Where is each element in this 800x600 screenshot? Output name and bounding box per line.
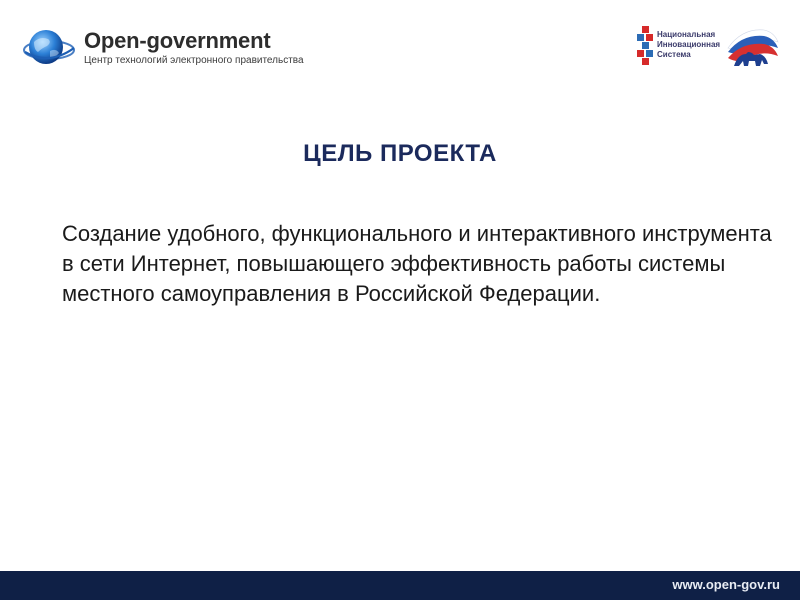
nis-line: Национальная: [657, 30, 716, 39]
page-title: ЦЕЛЬ ПРОЕКТА: [303, 140, 497, 167]
nis-logo: [637, 24, 721, 68]
bear-flag-icon: [724, 18, 780, 74]
footer-bar: [0, 571, 800, 600]
nis-line: Инновационная: [657, 40, 721, 49]
nis-puzzle-icon: [637, 26, 655, 66]
footer-url: www.open-gov.ru: [672, 577, 780, 592]
nis-line: Система: [657, 50, 691, 59]
logo-title: Open-government: [84, 28, 271, 53]
open-government-logo: [22, 24, 322, 72]
nis-logo-text: [657, 30, 720, 60]
logo-subtitle: Центр технологий электронного правительства: [84, 55, 304, 66]
globe-icon: [22, 26, 76, 70]
project-goal-text: Создание удобного, функционального и интерактивного инструмента в сети Интернет, повышающего эффективность работы системы местного самоуправления в Российской Федерации.: [62, 221, 772, 306]
